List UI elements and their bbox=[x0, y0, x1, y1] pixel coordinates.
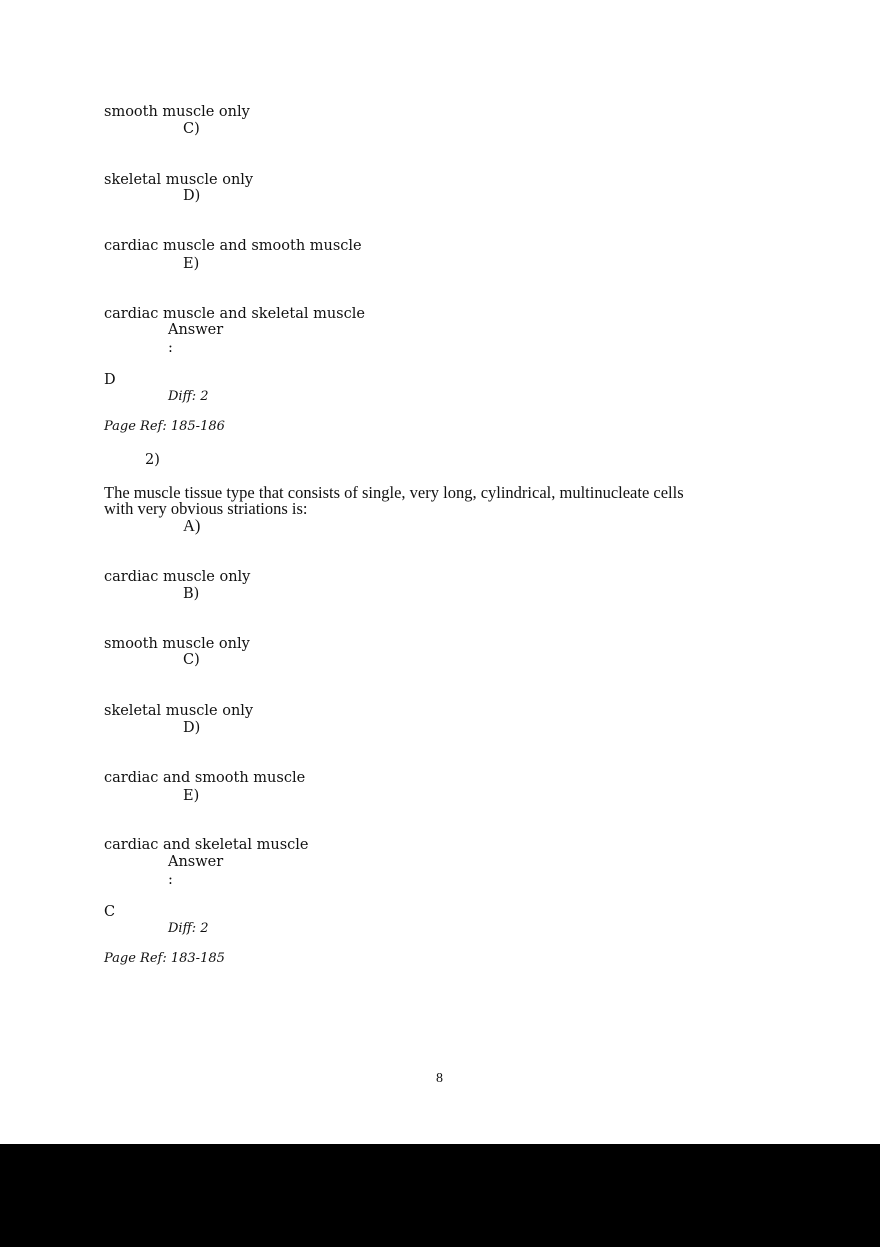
page-ref: Page Ref: 183-185 bbox=[104, 951, 225, 966]
difficulty: Diff: 2 bbox=[168, 389, 209, 404]
option-text: cardiac and smooth muscle bbox=[104, 770, 306, 786]
option-text: cardiac muscle and skeletal muscle bbox=[104, 306, 365, 322]
page-number: 8 bbox=[436, 1071, 443, 1086]
option-text: skeletal muscle only bbox=[104, 703, 254, 719]
option-text: skeletal muscle only bbox=[104, 172, 254, 188]
option-label: C) bbox=[183, 652, 200, 668]
option-text: cardiac muscle only bbox=[104, 569, 251, 585]
option-text: smooth muscle only bbox=[104, 636, 250, 652]
difficulty: Diff: 2 bbox=[168, 921, 209, 936]
question-number: 2) bbox=[145, 452, 160, 468]
answer-label: Answer bbox=[168, 854, 224, 870]
answer-value: D bbox=[104, 372, 116, 388]
option-label: C) bbox=[183, 121, 200, 137]
question-stem-line1: The muscle tissue type that consists of single, very long, cylindrical, multinucleate cells bbox=[104, 483, 684, 502]
answer-value: C bbox=[104, 904, 116, 920]
option-label: D) bbox=[183, 188, 201, 204]
option-label: E) bbox=[183, 788, 200, 804]
answer-label: Answer bbox=[168, 322, 224, 338]
option-text: cardiac muscle and smooth muscle bbox=[104, 238, 362, 254]
option-text: cardiac and skeletal muscle bbox=[104, 837, 309, 853]
option-label: E) bbox=[183, 256, 200, 272]
question-stem-line2: with very obvious striations is: bbox=[104, 499, 308, 518]
option-text: smooth muscle only bbox=[104, 104, 250, 120]
option-label: A) bbox=[183, 516, 201, 535]
page-ref: Page Ref: 185-186 bbox=[104, 419, 225, 434]
option-label: D) bbox=[183, 720, 201, 736]
answer-colon: : bbox=[168, 872, 173, 888]
answer-colon: : bbox=[168, 340, 173, 356]
option-label: B) bbox=[183, 586, 200, 602]
